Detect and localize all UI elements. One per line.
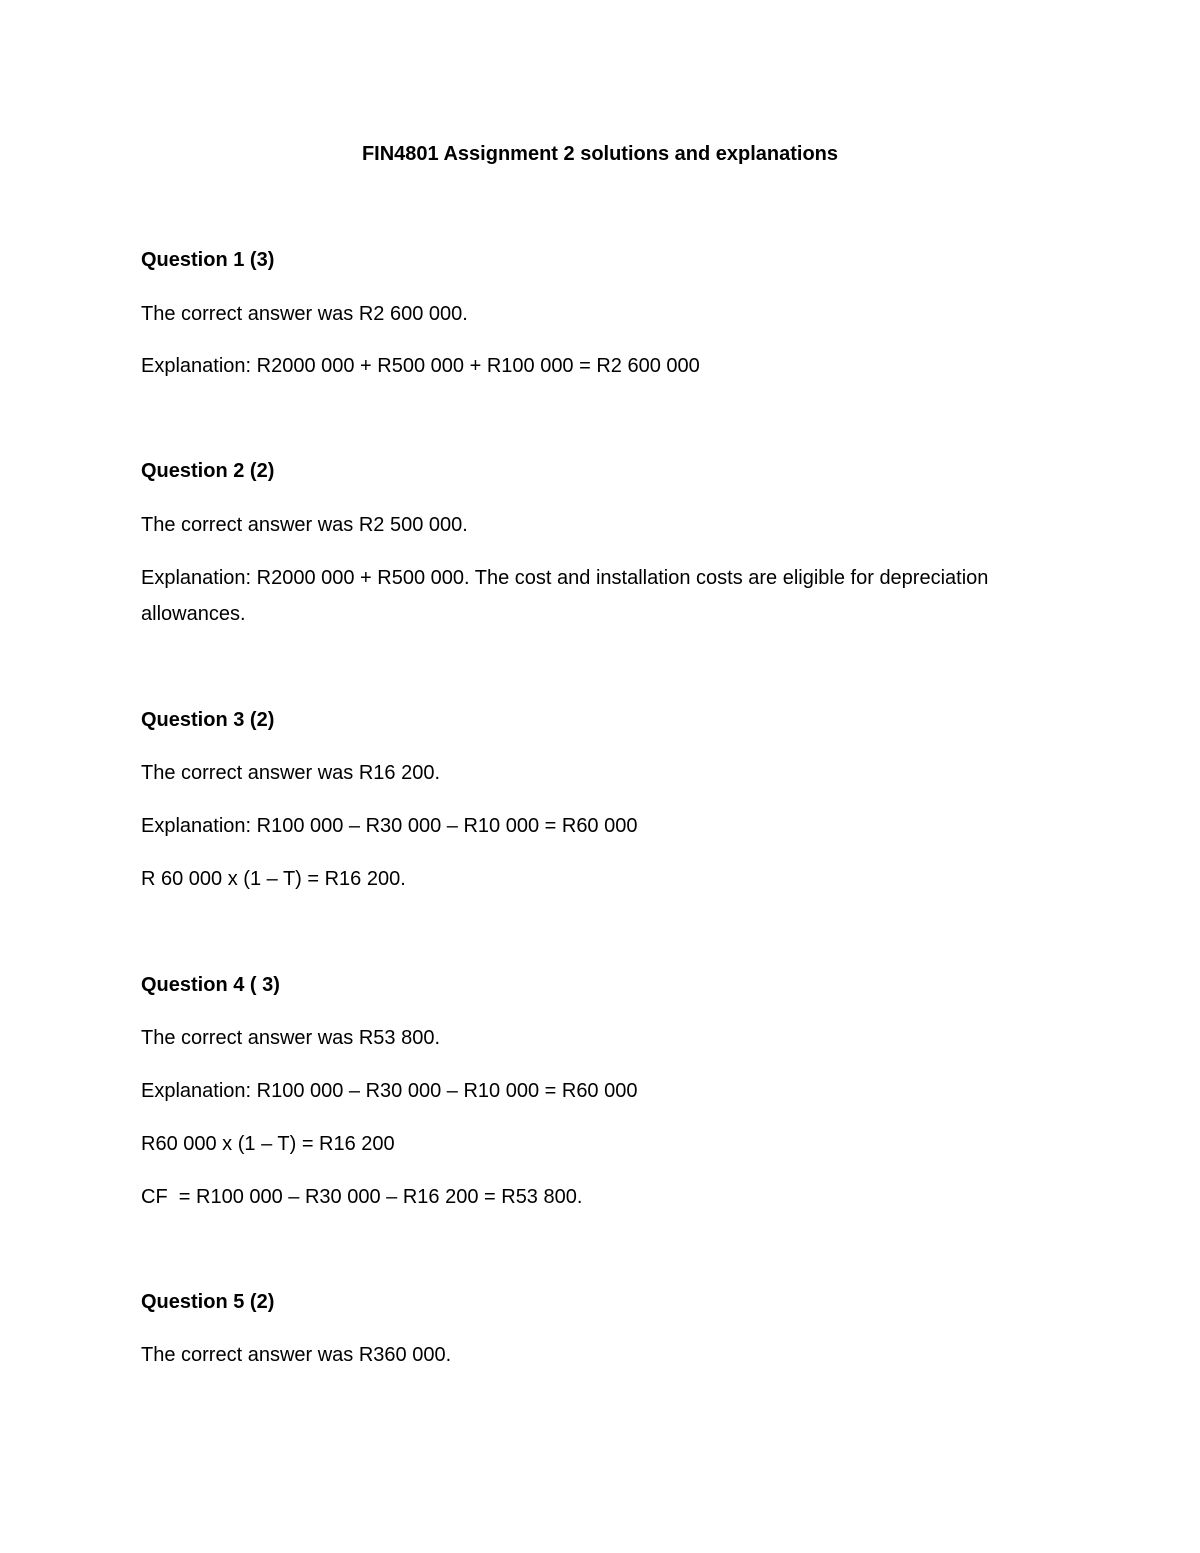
question-4-answer: The correct answer was R53 800. — [141, 1027, 441, 1049]
question-4-heading: Question 4 ( 3) — [141, 974, 280, 996]
question-3-answer: The correct answer was R16 200. — [141, 762, 441, 784]
question-2-answer: The correct answer was R2 500 000. — [141, 514, 468, 536]
question-3-heading: Question 3 (2) — [141, 709, 275, 731]
question-2-explanation: Explanation: R2000 000 + R500 000. The cost and installation costs are eligible for depreciation allowances. — [141, 567, 994, 625]
question-5-heading: Question 5 (2) — [141, 1291, 275, 1313]
question-1-heading: Question 1 (3) — [141, 249, 275, 271]
document-title: FIN4801 Assignment 2 solutions and explanations — [361, 143, 839, 165]
question-4-explanation: Explanation: R100 000 – R30 000 – R10 000 = R60 000 — [141, 1080, 638, 1102]
question-5-answer: The correct answer was R360 000. — [141, 1344, 452, 1366]
question-1-explanation: Explanation: R2000 000 + R500 000 + R100 000 = R2 600 000 — [141, 355, 700, 377]
question-2-heading: Question 2 (2) — [141, 460, 275, 482]
question-1-answer: The correct answer was R2 600 000. — [141, 303, 468, 325]
question-3-explanation: Explanation: R100 000 – R30 000 – R10 000 = R60 000 — [141, 815, 638, 837]
question-4-tax-calculation: R60 000 x (1 – T) = R16 200 — [141, 1133, 395, 1155]
question-3-calculation: R 60 000 x (1 – T) = R16 200. — [141, 868, 406, 890]
question-4-cash-flow: CF = R100 000 – R30 000 – R16 200 = R53 800. — [141, 1186, 583, 1208]
